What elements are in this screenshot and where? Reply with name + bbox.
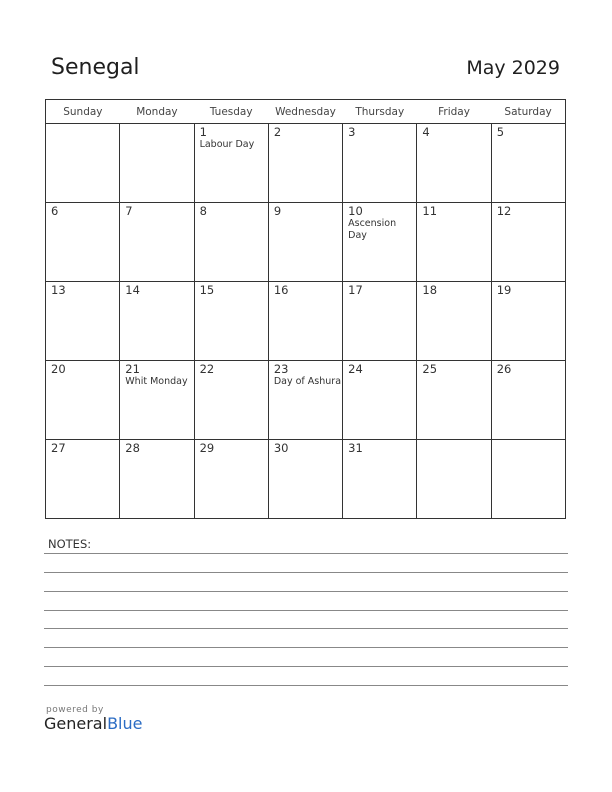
day-number: 30 xyxy=(273,441,289,455)
day-number: 28 xyxy=(125,441,140,455)
day-number: 12 xyxy=(496,204,512,218)
weekday-wednesday: Wednesday xyxy=(268,100,342,124)
day-number: 26 xyxy=(496,362,512,376)
day-number: 22 xyxy=(199,362,215,376)
weekday-friday: Friday xyxy=(417,100,491,124)
day-cell xyxy=(268,361,342,440)
day-cell xyxy=(491,124,565,203)
day-number: 4 xyxy=(422,125,430,139)
holiday-label: Day of Ashura xyxy=(273,376,342,387)
day-cell xyxy=(120,282,194,361)
notes-line xyxy=(44,666,568,667)
day-cell xyxy=(343,124,417,203)
generalblue-logo xyxy=(44,705,142,733)
weekday-tuesday: Tuesday xyxy=(194,100,268,124)
day-cell xyxy=(491,440,565,519)
day-number: 31 xyxy=(348,441,363,455)
day-number: 18 xyxy=(422,283,438,297)
day-cell xyxy=(46,361,120,440)
day-number: 15 xyxy=(199,283,215,297)
weekday-monday: Monday xyxy=(120,100,194,124)
notes-line xyxy=(44,572,568,573)
day-number: 8 xyxy=(199,204,207,218)
weekday-saturday: Saturday xyxy=(491,100,565,124)
notes-line xyxy=(44,553,568,554)
calendar-grid xyxy=(45,99,566,519)
day-number: 17 xyxy=(348,283,363,297)
day-number: 7 xyxy=(125,204,133,218)
notes-line xyxy=(44,685,568,686)
day-number: 19 xyxy=(496,283,512,297)
day-number: 29 xyxy=(199,441,215,455)
day-cell xyxy=(120,124,194,203)
notes-label: NOTES: xyxy=(48,537,92,551)
brand-name xyxy=(44,715,142,733)
day-number: 9 xyxy=(273,204,282,218)
day-cell xyxy=(417,282,491,361)
day-cell xyxy=(268,124,342,203)
week-row xyxy=(46,282,566,361)
day-number: 24 xyxy=(348,362,363,376)
day-number: 3 xyxy=(348,125,356,139)
day-number: 16 xyxy=(273,283,289,297)
holiday-label: Labour Day xyxy=(199,139,255,150)
powered-by-text: powered by xyxy=(46,705,104,715)
day-cell xyxy=(120,440,194,519)
day-cell xyxy=(343,361,417,440)
day-cell xyxy=(343,282,417,361)
week-row xyxy=(46,124,566,203)
brand-blue: Blue xyxy=(107,714,143,733)
notes-line xyxy=(44,628,568,629)
day-number: 13 xyxy=(51,283,66,297)
day-cell xyxy=(194,124,268,203)
day-cell xyxy=(491,282,565,361)
notes-line xyxy=(44,647,568,648)
week-row xyxy=(46,440,566,519)
day-cell xyxy=(417,203,491,282)
day-cell xyxy=(417,124,491,203)
notes-line xyxy=(44,591,568,592)
week-row xyxy=(46,203,566,282)
day-cell xyxy=(194,440,268,519)
day-cell xyxy=(46,282,120,361)
week-row xyxy=(46,361,566,440)
day-cell xyxy=(46,124,120,203)
weekday-sunday: Sunday xyxy=(46,100,120,124)
weekday-thursday: Thursday xyxy=(343,100,417,124)
day-cell xyxy=(491,361,565,440)
day-number: 21 xyxy=(125,362,140,376)
notes-line xyxy=(44,610,568,611)
day-cell xyxy=(268,203,342,282)
day-cell xyxy=(491,203,565,282)
day-cell xyxy=(343,440,417,519)
brand-general: General xyxy=(44,714,108,733)
holiday-label: Ascension Day xyxy=(348,218,397,241)
weekday-header-row xyxy=(46,100,566,124)
day-cell xyxy=(194,361,268,440)
day-number: 23 xyxy=(273,362,289,376)
day-cell xyxy=(343,203,417,282)
holiday-label: Whit Monday xyxy=(125,376,188,387)
day-cell xyxy=(120,203,194,282)
day-number: 14 xyxy=(125,283,140,297)
day-number: 27 xyxy=(51,441,66,455)
day-number: 6 xyxy=(51,204,59,218)
day-number: 20 xyxy=(51,362,66,376)
day-cell xyxy=(120,361,194,440)
day-number: 1 xyxy=(199,125,207,139)
day-cell xyxy=(46,440,120,519)
day-cell xyxy=(194,282,268,361)
day-cell xyxy=(268,440,342,519)
day-number: 2 xyxy=(273,125,282,139)
day-cell xyxy=(417,361,491,440)
day-number: 5 xyxy=(496,125,505,139)
day-cell xyxy=(194,203,268,282)
day-cell xyxy=(46,203,120,282)
month-title: May 2029 xyxy=(466,57,560,79)
day-number: 25 xyxy=(422,362,438,376)
day-cell xyxy=(268,282,342,361)
day-cell xyxy=(417,440,491,519)
day-number: 11 xyxy=(422,204,438,218)
country-title: Senegal xyxy=(51,55,140,80)
day-number: 10 xyxy=(348,204,363,218)
